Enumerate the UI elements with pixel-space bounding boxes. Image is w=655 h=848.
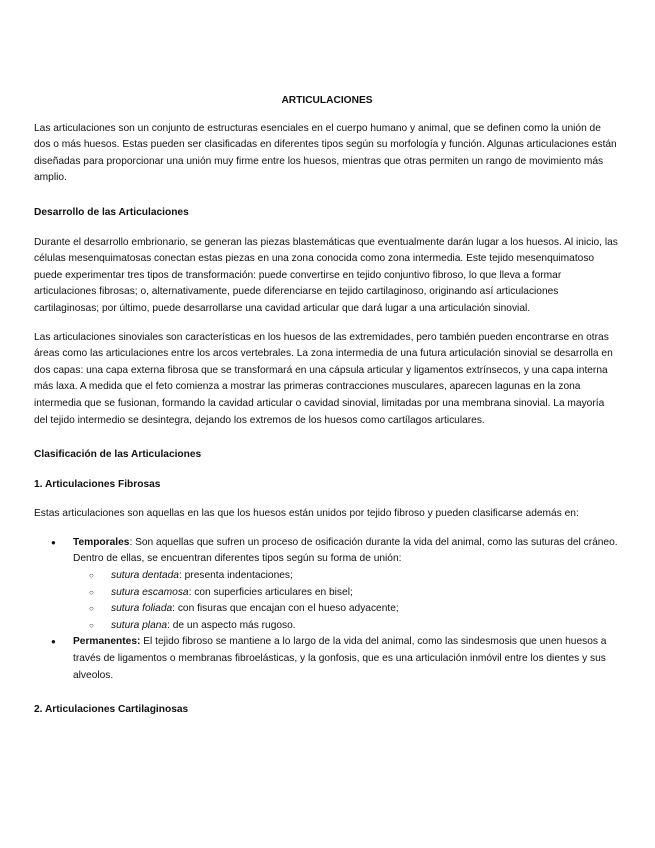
subsection-heading-fibrous: 1. Articulaciones Fibrosas (34, 478, 161, 490)
permanentes-label: Permanentes: (73, 636, 141, 648)
section-heading-development: Desarrollo de las Articulaciones (34, 206, 189, 218)
section-heading-classification: Clasificación de las Articulaciones (34, 449, 202, 461)
suture-term: sutura plana (111, 619, 168, 631)
list-item-suture (73, 585, 620, 602)
subsection-heading-cartilaginous: 2. Articulaciones Cartilaginosas (34, 704, 189, 716)
fibrous-intro-paragraph: Estas articulaciones son aquellas en las que los huesos están unidos por tejido fibroso y pueden clasificarse además en: (34, 508, 579, 520)
permanentes-text: El tejido fibroso se mantiene a lo largo de la vida del animal, como las sindesmosis que unen huesos a través de ligamentos o membranas fibroelásticas, y la gonfosis, que es una articulación inmóvil entre los dientes y sus alveolos. (73, 636, 607, 681)
list-item-temporales (34, 535, 620, 635)
list-item-suture (73, 618, 620, 635)
list-item-suture (73, 568, 620, 585)
development-paragraph-1: Durante el desarrollo embrionario, se generan las piezas blastemáticas que eventualmente darán lugar a los huesos. Al inicio, las células mesenquimatosas conectan estas piezas en una zona conocida como zona intermedia. Este tejido mesenquimatoso puede experimentar tres tipos de transformación: puede convertirse en tejido conjuntivo fibroso, lo que lleva a formar articulaciones fibrosas; o, alternativamente, puede diferenciarse en tejido cartilaginoso, originando así articulaciones cartilaginosas; por último, puede desarrollarse una cavidad articular que dará lugar a una articulación sinovial. (34, 236, 618, 314)
suture-desc: : presenta indentaciones; (178, 570, 293, 582)
temporales-text: : Son aquellas que sufren un proceso de osificación durante la vida del animal, como las suturas del cráneo. Dentro de ellas, se encuentran diferentes tipos según su forma de unión: (73, 536, 618, 565)
suture-term: sutura dentada (111, 570, 179, 582)
intro-paragraph: Las articulaciones son un conjunto de estructuras esenciales en el cuerpo humano y animal, que se definen como la unión de dos o más huesos. Estas pueden ser clasificadas en diferentes tipos según su morfología y función. Algunas articulaciones están diseñadas para proporcionar una unión muy firme entre los huesos, mientras que otras permiten un rango de movimiento más amplio. (34, 122, 617, 184)
document-title: ARTICULACIONES (281, 95, 373, 106)
development-paragraph-2: Las articulaciones sinoviales son características en los huesos de las extremidades, pero también pueden encontrarse en otras áreas como las articulaciones entre los arcos vertebrales. La zona intermedia de una futura articulación sinovial se desarrolla en dos capas: una capa externa fibrosa que se transformará en una cápsula articular y ligamentos extrínsecos, y una capa interna más laxa. A medida que el feto comienza a mostrar las primeras contracciones musculares, aparecen lagunas en la zona intermedia que se fusionan, formando la cavidad articular o cavidad sinovial, limitadas por una membrana sinovial. La mayoría del tejido intermedio se desintegra, dejando los extremos de los huesos como cartílagos articulares. (34, 331, 613, 426)
temporales-label: Temporales (73, 536, 130, 548)
list-item-permanentes (34, 634, 620, 684)
list-item-suture (73, 601, 620, 618)
suture-types-list (73, 568, 620, 634)
suture-desc: : de un aspecto más rugoso. (167, 619, 296, 631)
suture-desc: : con superficies articulares en bisel; (188, 586, 353, 598)
suture-term: sutura escamosa (111, 586, 189, 598)
suture-term: sutura foliada (111, 603, 173, 615)
fibrous-types-list (34, 535, 620, 684)
suture-desc: : con fisuras que encajan con el hueso adyacente; (172, 603, 399, 615)
document-content (34, 93, 620, 732)
